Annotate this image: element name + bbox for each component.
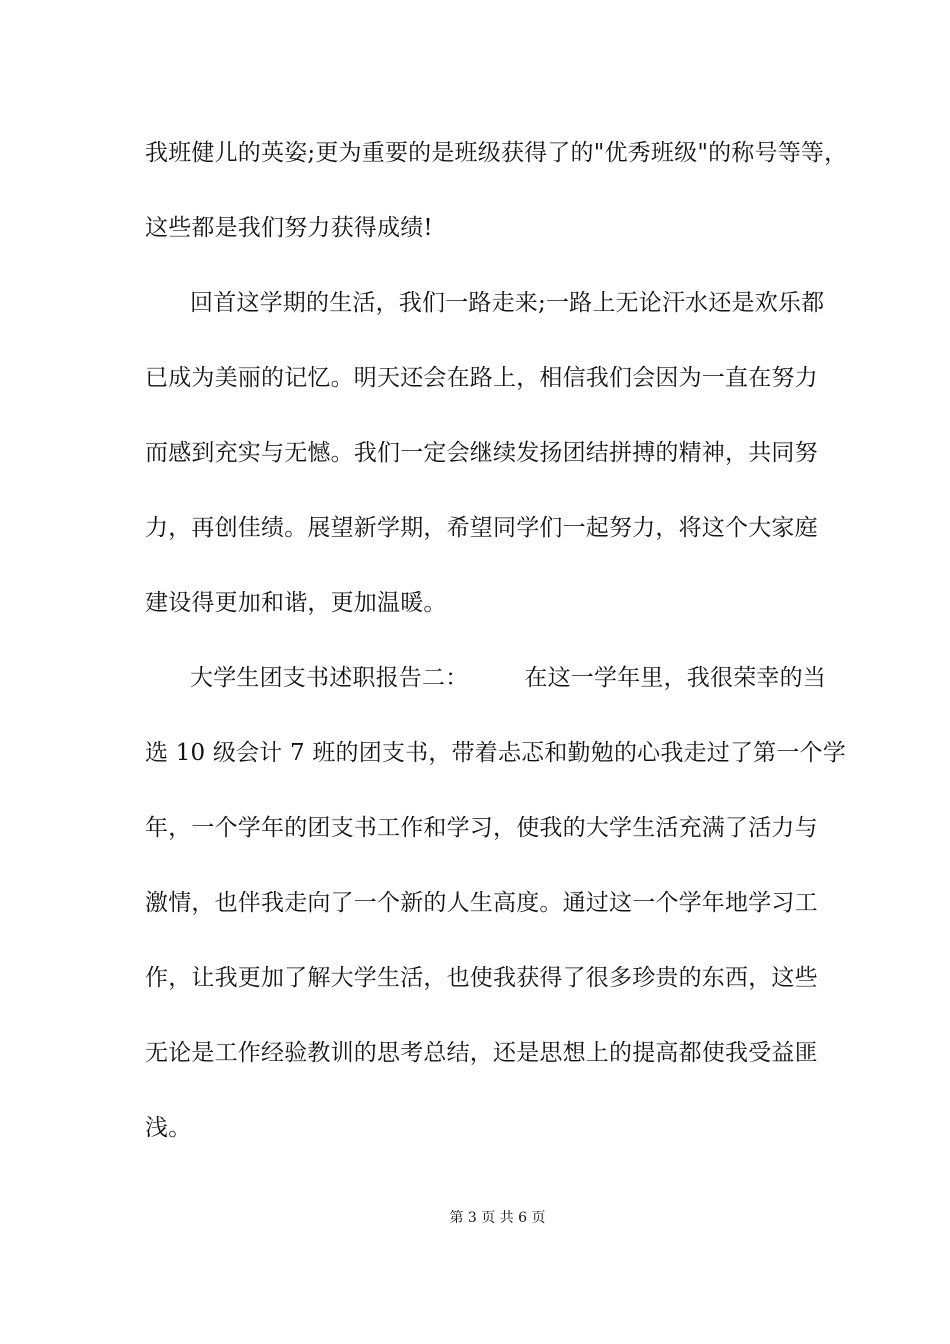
text-line-2: 这些都是我们努力获得成绩!: [145, 215, 433, 241]
text-line-13: 无论是工作经验教训的思考总结，还是思想上的提高都使我受益匪: [145, 1040, 818, 1066]
text-line-8: [190, 663, 830, 693]
text-line-11: 激情，也伴我走向了一个新的人生高度。通过这一个学年地学习工: [145, 890, 818, 916]
text-line-9: 选 10 级会计 7 班的团支书，带着忐忑和勤勉的心我走过了第一个学: [145, 740, 846, 766]
text-line-12: 作，让我更加了解大学生活，也使我获得了很多珍贵的东西，这些: [145, 965, 818, 991]
text-line-5: 而感到充实与无憾。我们一定会继续发扬团结拼搏的精神，共同努: [145, 440, 818, 466]
text-line-4: 已成为美丽的记忆。明天还会在路上，相信我们会因为一直在努力: [145, 365, 818, 391]
text-line-10: 年，一个学年的团支书工作和学习，使我的大学生活充满了活力与: [145, 815, 818, 841]
text-line-14: 浅。: [145, 1115, 192, 1141]
page-number-footer: 第 3 页 共 6 页: [449, 1210, 546, 1226]
text-line-7: 建设得更加和谐，更加温暖。: [145, 590, 447, 616]
section-first-sentence: 在这一学年里，我很荣幸的当: [524, 665, 827, 691]
text-line-1: 我班健儿的英姿;更为重要的是班级获得了的"优秀班级"的称号等等，: [145, 140, 848, 166]
text-line-3: 回首这学期的生活，我们一路走来;一路上无论汗水还是欢乐都: [190, 290, 825, 316]
text-line-6: 力，再创佳绩。展望新学期，希望同学们一起努力，将这个大家庭: [145, 515, 818, 541]
section-heading: 大学生团支书述职报告二：: [190, 665, 469, 691]
